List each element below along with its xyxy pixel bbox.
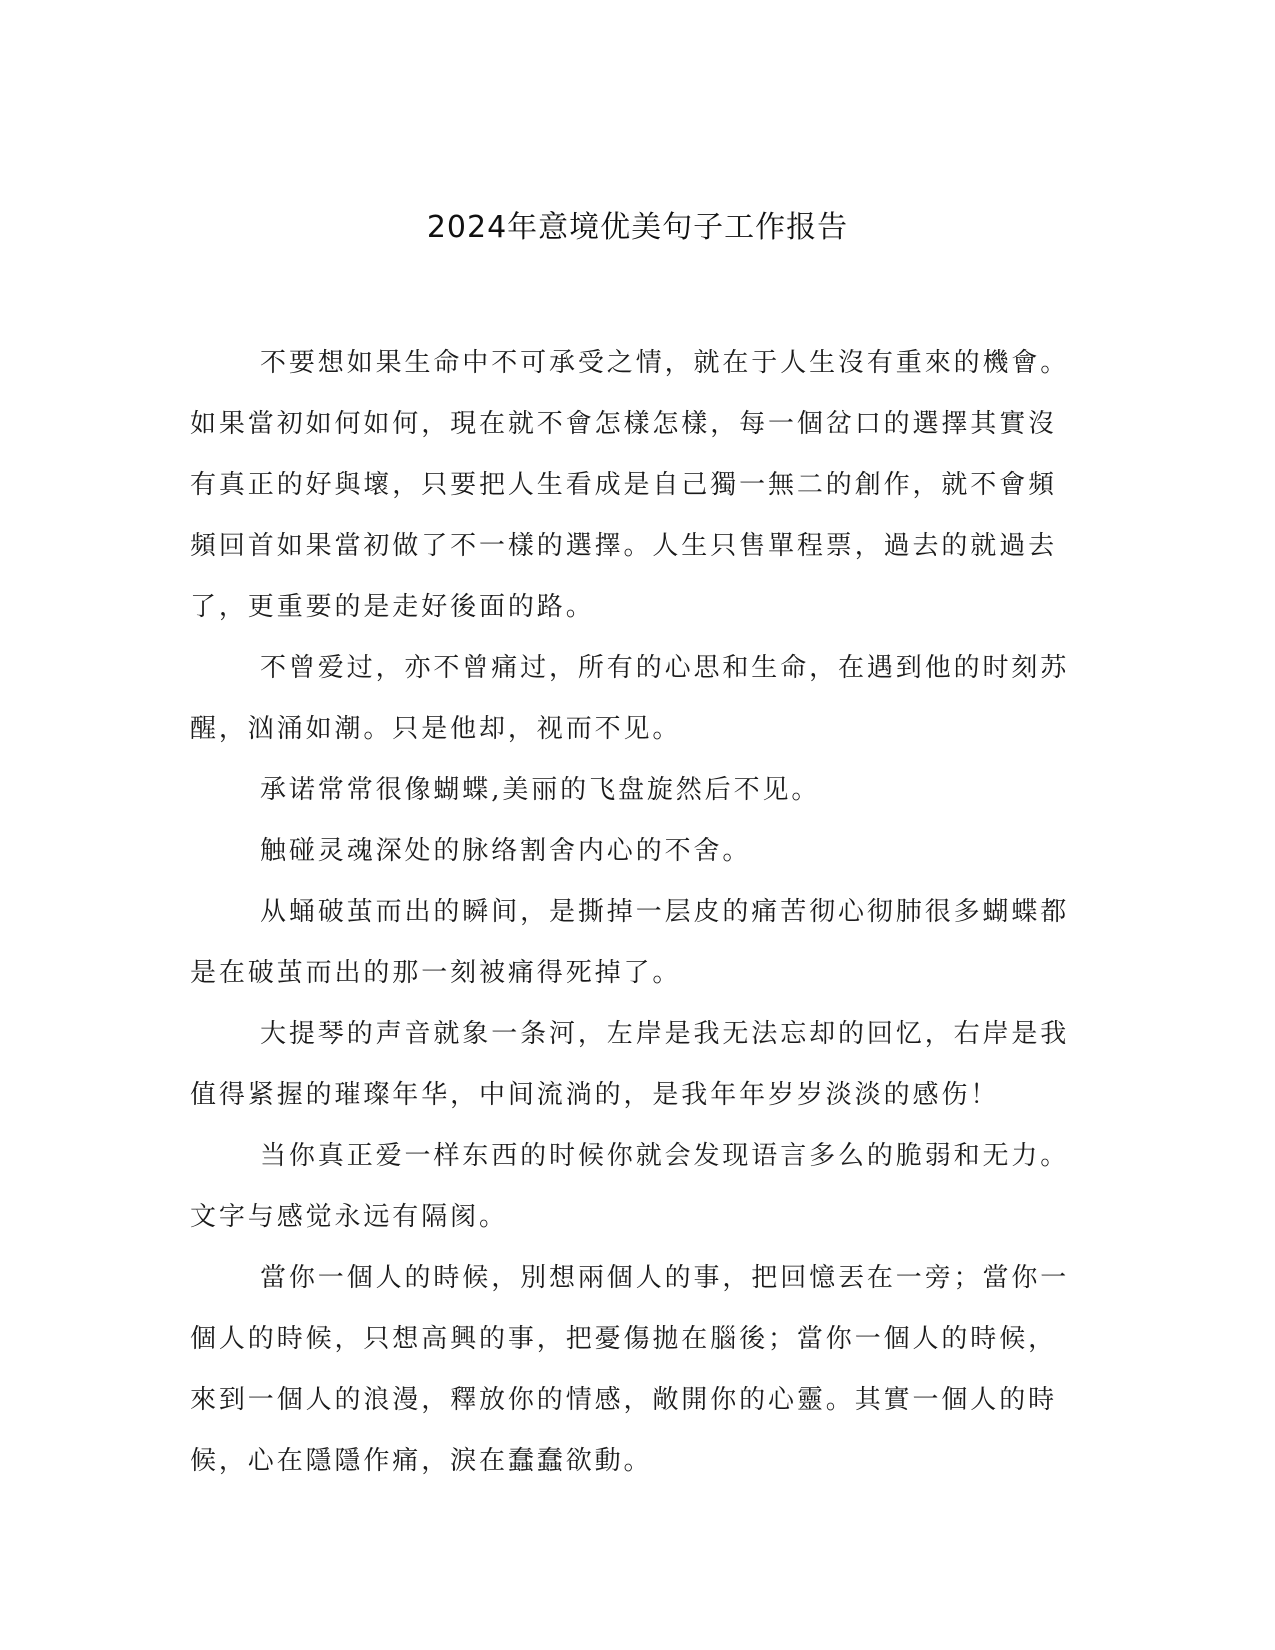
document-body: [190, 333, 1076, 1492]
paragraph: 承诺常常很像蝴蝶,美丽的飞盘旋然后不见。: [260, 775, 821, 805]
paragraph: 当你真正爱一样东西的时候你就会发现语言多么的脆弱和无力。文字与感觉永远有隔阂。: [190, 1141, 1070, 1232]
paragraph: 不要想如果生命中不可承受之情，就在于人生沒有重來的機會。如果當初如何如何，現在就不會怎樣怎樣，每一個岔口的選擇其實沒有真正的好與壞，只要把人生看成是自己獨一無二的創作，就不會頻頻回首如果當初做了不一樣的選擇。人生只售單程票，過去的就過去了，更重要的是走好後面的路。: [190, 348, 1070, 622]
paragraph: 大提琴的声音就象一条河，左岸是我无法忘却的回忆，右岸是我值得紧握的璀璨年华，中间流淌的，是我年年岁岁淡淡的感伤！: [190, 1019, 1070, 1110]
document-title: 2024年意境优美句子工作报告: [426, 210, 849, 245]
paragraph: 當你一個人的時候，別想兩個人的事，把回憶丟在一旁；當你一個人的時候，只想高興的事，把憂傷拋在腦後；當你一個人的時候，來到一個人的浪漫，釋放你的情感，敞開你的心靈。其實一個人的時候，心在隱隱作痛，淚在蠢蠢欲動。: [190, 1263, 1070, 1476]
paragraph: 从蛹破茧而出的瞬间，是撕掉一层皮的痛苦彻心彻肺很多蝴蝶都是在破茧而出的那一刻被痛得死掉了。: [190, 897, 1070, 988]
paragraph: 不曾爱过，亦不曾痛过，所有的心思和生命，在遇到他的时刻苏醒，汹涌如潮。只是他却，视而不见。: [190, 653, 1070, 744]
paragraph: 触碰灵魂深处的脉络割舍内心的不舍。: [260, 836, 752, 866]
